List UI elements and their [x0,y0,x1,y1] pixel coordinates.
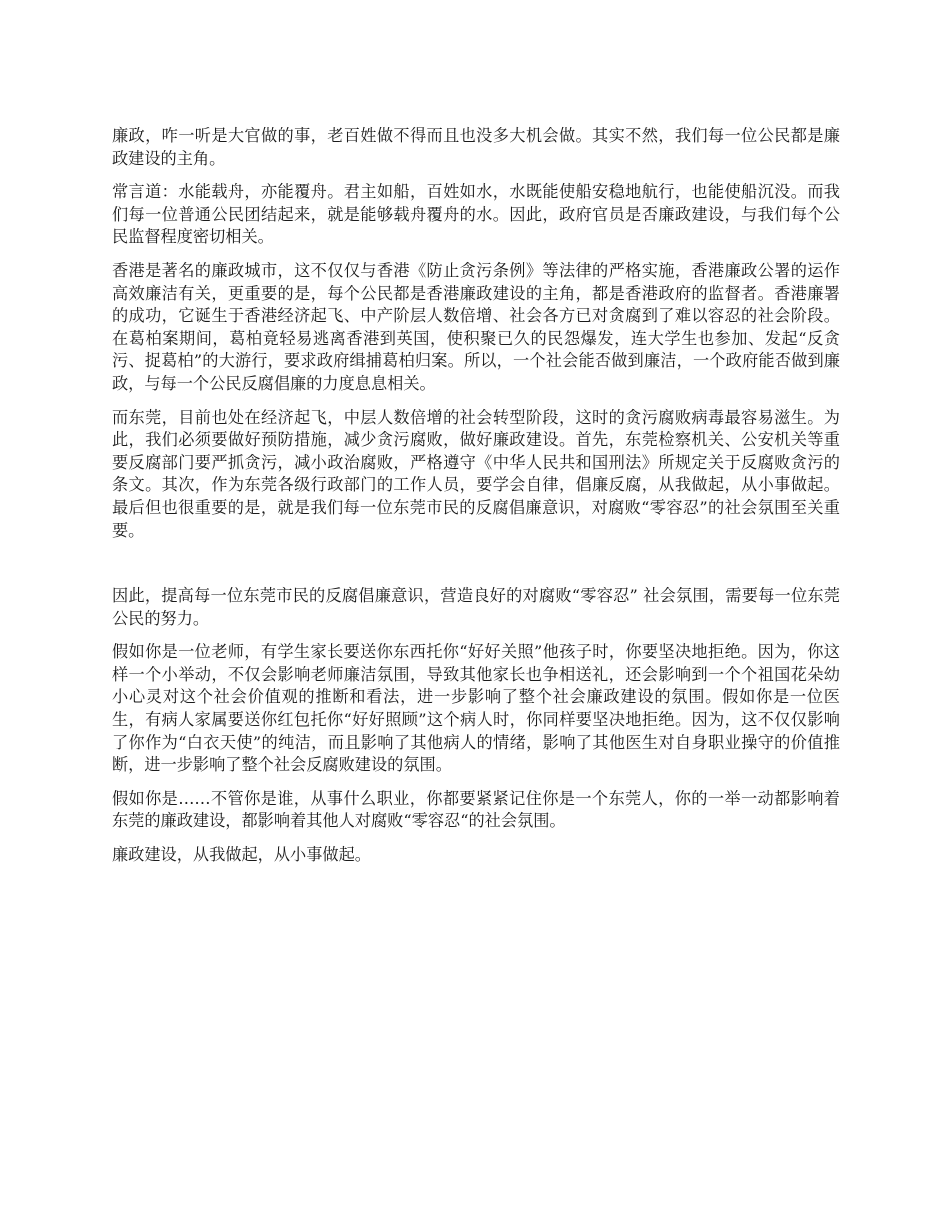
document-page [112,125,840,878]
paragraph-hongkong: 香港是著名的廉政城市，这不仅仅与香港《防止贪污条例》等法律的严格实施，香港廉政公署的运作高效廉洁有关，更重要的是，每个公民都是香港廉政建设的主角，都是香港政府的监督者。香港廉署的成功，它诞生于香港经济起飞、中产阶层人数倍增、社会各方已对贪腐到了难以容忍的社会阶段。在葛柏案期间，葛柏竟轻易逃离香港到英国，使积聚已久的民怨爆发，连大学生也参加、发起“反贪污、捉葛柏”的大游行，要求政府缉捕葛柏归案。所以，一个社会能否做到廉洁，一个政府能否做到廉政，与每一个公民反腐倡廉的力度息息相关。 [112,260,840,393]
paragraph-dongguan: 而东莞，目前也处在经济起飞，中层人数倍增的社会转型阶段，这时的贪污腐败病毒最容易滋生。为此，我们必须要做好预防措施，减少贪污腐败，做好廉政建设。首先，东莞检察机关、公安机关等重要反腐部门要严抓贪污，减小政治腐败，严格遵守《中华人民共和国刑法》所规定关于反腐败贪污的条文。其次，作为东莞各级行政部门的工作人员，要学会自律，倡廉反腐，从我做起，从小事做起。最后但也很重要的是，就是我们每一位东莞市民的反腐倡廉意识，对腐败“零容忍”的社会氛围至关重要。 [112,407,840,540]
paragraph-examples: 假如你是一位老师，有学生家长要送你东西托你“好好关照”他孩子时，你要坚决地拒绝。因为，你这样一个小举动，不仅会影响老师廉洁氛围，导致其他家长也争相送礼，还会影响到一个个祖国花朵幼小心灵对这个社会价值观的推断和看法，进一步影响了整个社会廉政建设的氛围。假如你是一位医生，有病人家属要送你红包托你“好好照顾”这个病人时，你同样要坚决地拒绝。因为，这不仅仅影响了你作为“白衣天使”的纯洁，而且影响了其他病人的情绪，影响了其他医生对自身职业操守的价值推断，进一步影响了整个社会反腐败建设的氛围。 [112,642,840,775]
paragraph-proverb: 常言道：水能载舟，亦能覆舟。君主如船，百姓如水，水既能使船安稳地航行，也能使船沉没。而我们每一位普通公民团结起来，就是能够载舟覆舟的水。因此，政府官员是否廉政建设，与我们每个公民监督程度密切相关。 [112,182,840,247]
paragraph-closing: 廉政建设，从我做起，从小事做起。 [112,845,371,865]
section-spacer [112,553,840,585]
paragraph-intro: 廉政，咋一听是大官做的事，老百姓做不得而且也没多大机会做。其实不然，我们每一位公民都是廉政建设的主角。 [112,126,840,168]
paragraph-whoever: 假如你是……不管你是谁，从事什么职业，你都要紧紧记住你是一个东莞人，你的一举一动都影响着东莞的廉政建设，都影响着其他人对腐败“零容忍“的社会氛围。 [112,788,840,831]
paragraph-conclusion: 因此，提高每一位东莞市民的反腐倡廉意识，营造良好的对腐败“零容忍” 社会氛围，需要每一位东莞公民的努力。 [112,586,840,628]
